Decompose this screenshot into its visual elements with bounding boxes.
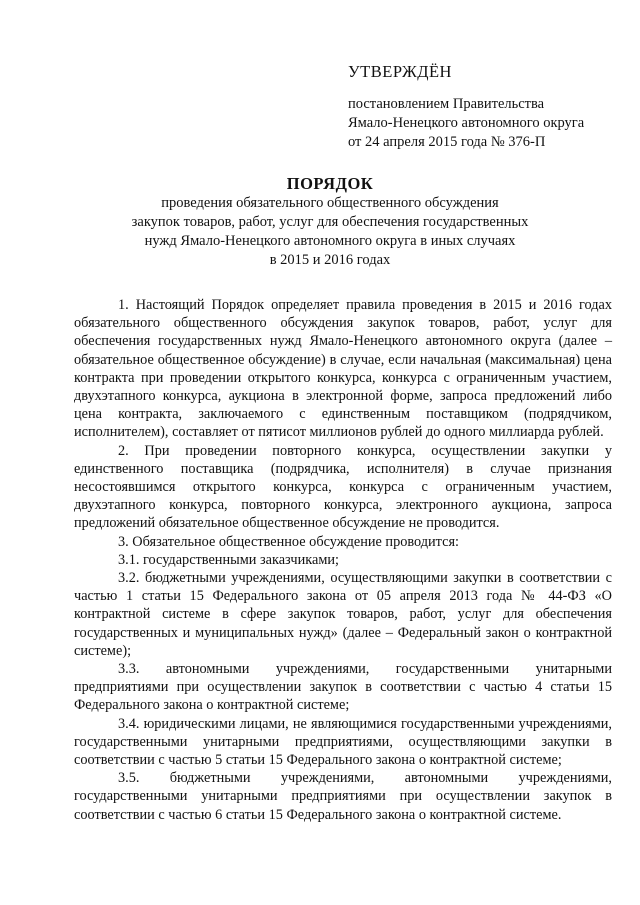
paragraph-3-5: 3.5. бюджетными учреждениями, автономными учреждениями, государственными унитарными предприятиями при осуществлении закупок в соответствии с частью 6 статьи 15 Федерального закона о контрактной системе. <box>74 770 612 823</box>
approval-stamp <box>348 62 618 152</box>
paragraph-3-1: 3.1. государственными заказчиками; <box>118 551 340 568</box>
paragraph-3-3: 3.3. автономными учреждениями, государственными унитарными предприятиями при осуществлении закупок в соответствии с частью 4 статьи 15 Федерального закона о контрактной системе; <box>74 661 612 714</box>
approval-line-1: постановлением Правительства <box>348 96 545 112</box>
paragraph-2: 2. При проведении повторного конкурса, осуществлении закупки у единственного поставщика (подрядчика, исполнителя) в случае признания несостоявшимся открытого конкурса, конкурса с ограниченным участием, двухэтапного конкурса, повторного конкурса, электронного аукциона, запроса предложений обязательное общественное обсуждение не проводится. <box>74 442 612 532</box>
approval-line-3: от 24 апреля 2015 года № 376-П <box>348 134 546 150</box>
document-heading <box>60 174 600 270</box>
document-subtitle-line-3: нужд Ямало-Ненецкого автономного округа в иных случаях <box>144 233 516 249</box>
document-title: ПОРЯДОК <box>286 174 374 193</box>
paragraph-3: 3. Обязательное общественное обсуждение проводится: <box>118 533 460 550</box>
paragraph-3-2: 3.2. бюджетными учреждениями, осуществляющими закупки в соответствии с частью 1 статьи 15 Федерального закона от 05 апреля 2013 года № 44-ФЗ «О контрактной системе в сфере закупок товаров, работ, услуг для обеспечения государственных и муниципальных нужд» (далее – Федеральный закон о контрактной системе); <box>74 570 612 659</box>
paragraph-1: 1. Настоящий Порядок определяет правила проведения в 2015 и 2016 годах обязательного общественного обсуждения закупок товаров, работ, услуг для обеспечения государственных нужд Ямало-Ненецкого автономного округа (далее – обязательное общественное обсуждение) в случае, если начальная (максимальная) цена контракта при проведении открытого конкурса, конкурса с ограниченным участием, двухэтапного конкурса, аукциона в электронной форме, запроса предложений либо цена контракта, заключаемого с единственным поставщиком (подрядчиком, исполнителем), составляет от пятисот миллионов рублей до одного миллиарда рублей. <box>74 297 612 441</box>
paragraph-3-4: 3.4. юридическими лицами, не являющимися государственными учреждениями, государственными унитарными предприятиями, осуществляющими закупки в соответствии с частью 5 статьи 15 Федерального закона о контрактной системе; <box>74 715 612 769</box>
approval-line-2: Ямало-Ненецкого автономного округа <box>348 115 585 131</box>
document-subtitle-line-4: в 2015 и 2016 годах <box>269 252 391 268</box>
document-body <box>74 296 612 824</box>
approval-title: УТВЕРЖДЁН <box>348 62 452 81</box>
document-subtitle-line-1: проведения обязательного общественного обсуждения <box>161 195 499 211</box>
document-subtitle-line-2: закупок товаров, работ, услуг для обеспечения государственных <box>131 214 529 230</box>
